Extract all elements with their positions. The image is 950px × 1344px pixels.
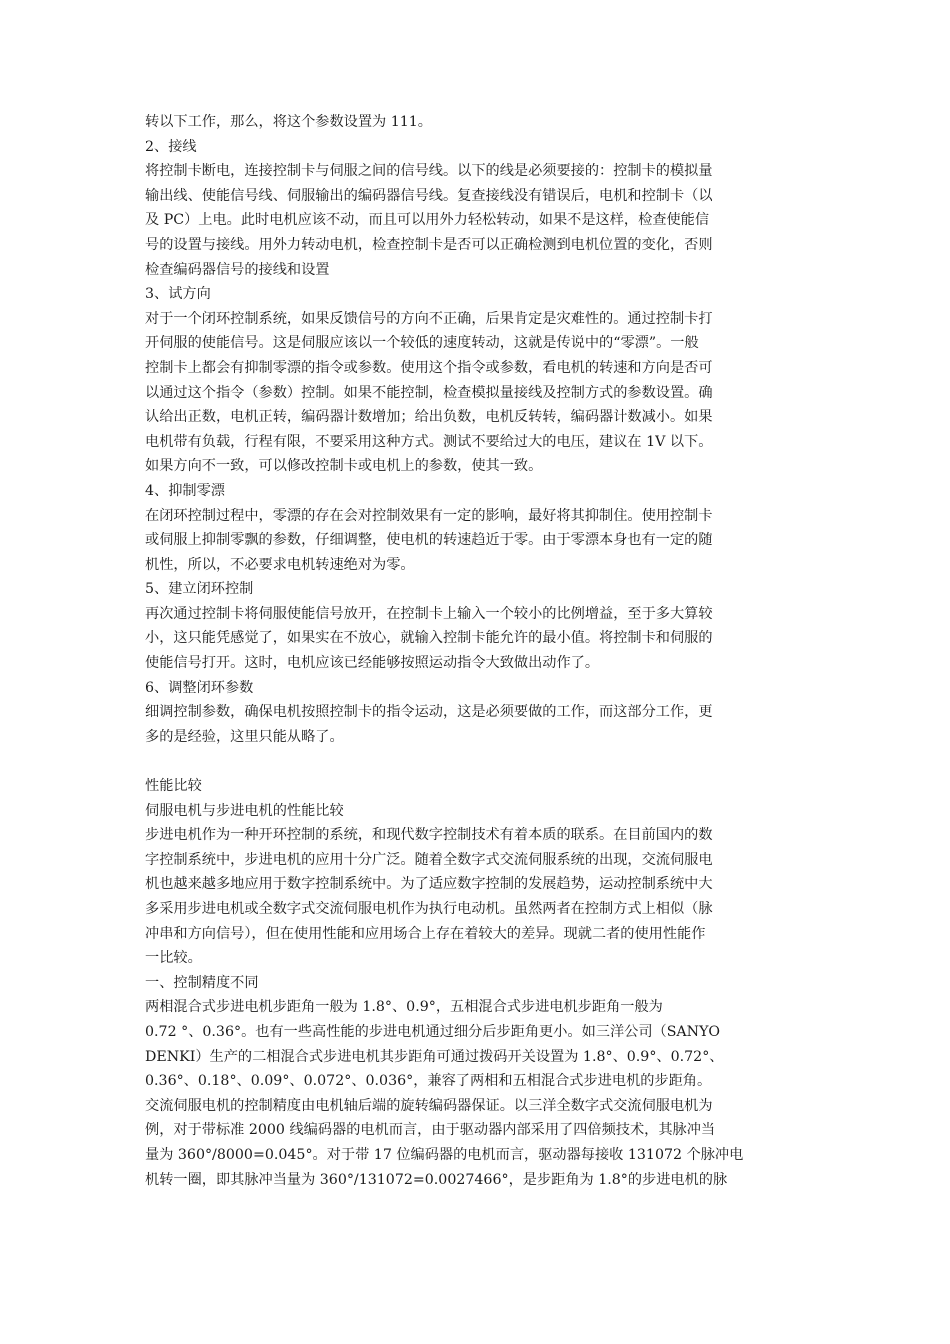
text-line: 0.36°、0.18°、0.09°、0.072°、0.036°，兼容了两相和五相混合式步进电机的步距角。 [145,1073,712,1090]
text-line: 多的是经验，这里只能从略了。 [145,728,344,745]
text-line: 细调控制参数，确保电机按照控制卡的指令运动，这是必须要做的工作，而这部分工作，更 [145,704,713,721]
text-line: 号的设置与接线。用外力转动电机，检查控制卡是否可以正确检测到电机位置的变化，否则 [145,236,713,253]
blank-line [145,749,805,774]
subheading-servo-vs-stepper: 伺服电机与步进电机的性能比较 [145,802,344,819]
text-line: DENKI）生产的二相混合式步进电机其步距角可通过拨码开关设置为 1.8°、0.9°、0.72°、 [145,1048,724,1065]
text-line: 两相混合式步进电机步距角一般为 1.8°、0.9°，五相混合式步进电机步距角一般为 [145,999,663,1016]
section-heading-direction: 3、试方向 [145,286,211,303]
text-line: 交流伺服电机的控制精度由电机轴后端的旋转编码器保证。以三洋全数字式交流伺服电机为 [145,1097,713,1114]
text-line: 在闭环控制过程中，零漂的存在会对控制效果有一定的影响，最好将其抑制住。使用控制卡 [145,507,713,524]
text-line: 将控制卡断电，连接控制卡与伺服之间的信号线。以下的线是必须要接的：控制卡的模拟量 [145,163,713,180]
text-line: 控制卡上都会有抑制零漂的指令或参数。使用这个指令或参数，看电机的转速和方向是否可 [145,359,713,376]
text-line: 输出线、使能信号线、伺服输出的编码器信号线。复查接线没有错误后，电机和控制卡（以 [145,187,713,204]
section-heading-precision: 一、控制精度不同 [145,974,259,991]
text-line: 电机带有负载，行程有限，不要采用这种方式。测试不要给过大的电压，建议在 1V 以下。 [145,433,713,450]
text-line: 例，对于带标准 2000 线编码器的电机而言，由于驱动器内部采用了四倍频技术，其脉冲当 [145,1122,716,1139]
text-line: 使能信号打开。这时，电机应该已经能够按照运动指令大致做出动作了。 [145,655,600,672]
text-line: 再次通过控制卡将伺服使能信号放开，在控制卡上输入一个较小的比例增益，至于多大算较 [145,605,713,622]
text-line: 转以下工作，那么，将这个参数设置为 111。 [145,114,432,130]
text-line: 机也越来越多地应用于数字控制系统中。为了适应数字控制的发展趋势，运动控制系统中大 [145,876,713,893]
section-heading-tuning: 6、调整闭环参数 [145,679,254,696]
text-line: 认给出正数，电机正转，编码器计数增加；给出负数，电机反转转，编码器计数减小。如果 [145,409,713,426]
text-line: 如果方向不一致，可以修改控制卡或电机上的参数，使其一致。 [145,458,543,475]
text-line: 字控制系统中，步进电机的应用十分广泛。随着全数字式交流伺服系统的出现，交流伺服电 [145,851,713,868]
text-line: 小，这只能凭感觉了，如果实在不放心，就输入控制卡能允许的最小值。将控制卡和伺服的 [145,630,713,647]
section-heading-performance: 性能比较 [145,778,202,795]
text-line: 机转一圈，即其脉冲当量为 360°/131072=0.0027466°，是步距角为 1.8°的步进电机的脉 [145,1171,728,1188]
text-line: 或伺服上抑制零飘的参数，仔细调整，使电机的转速趋近于零。由于零漂本身也有一定的随 [145,532,713,549]
text-line: 量为 360°/8000=0.045°。对于带 17 位编码器的电机而言，驱动器每接收 131072 个脉冲电 [145,1146,744,1163]
text-line: 多采用步进电机或全数字式交流伺服电机作为执行电动机。虽然两者在控制方式上相似（脉 [145,901,713,917]
section-heading-wiring: 2、接线 [145,138,197,155]
section-heading-zero-drift: 4、抑制零漂 [145,482,225,499]
text-line: 以通过这个指令（参数）控制。如果不能控制，检查模拟量接线及控制方式的参数设置。确 [145,384,713,401]
text-line: 开伺服的使能信号。这是伺服应该以一个较低的速度转动，这就是传说中的“零漂”。一般 [145,335,699,352]
text-line: 检查编码器信号的接线和设置 [145,261,330,278]
text-line: 及 PC）上电。此时电机应该不动，而且可以用外力轻松转动，如果不是这样，检查使能信 [145,212,710,229]
text-line: 对于一个闭环控制系统，如果反馈信号的方向不正确，后果肯定是灾难性的。通过控制卡打 [145,310,713,327]
text-line: 步进电机作为一种开环控制的系统，和现代数字控制技术有着本质的联系。在目前国内的数 [145,827,713,844]
text-line: 冲串和方向信号），但在使用性能和应用场合上存在着较大的差异。现就二者的使用性能作 [145,925,706,942]
text-line: 机性，所以，不必要求电机转速绝对为零。 [145,556,415,573]
section-heading-closed-loop: 5、建立闭环控制 [145,581,254,598]
text-line: 0.72 °、0.36°。也有一些高性能的步进电机通过细分后步距角更小。如三洋公司（SANYO [145,1023,721,1040]
document-body [145,110,805,1192]
text-line: 一比较。 [145,950,202,967]
